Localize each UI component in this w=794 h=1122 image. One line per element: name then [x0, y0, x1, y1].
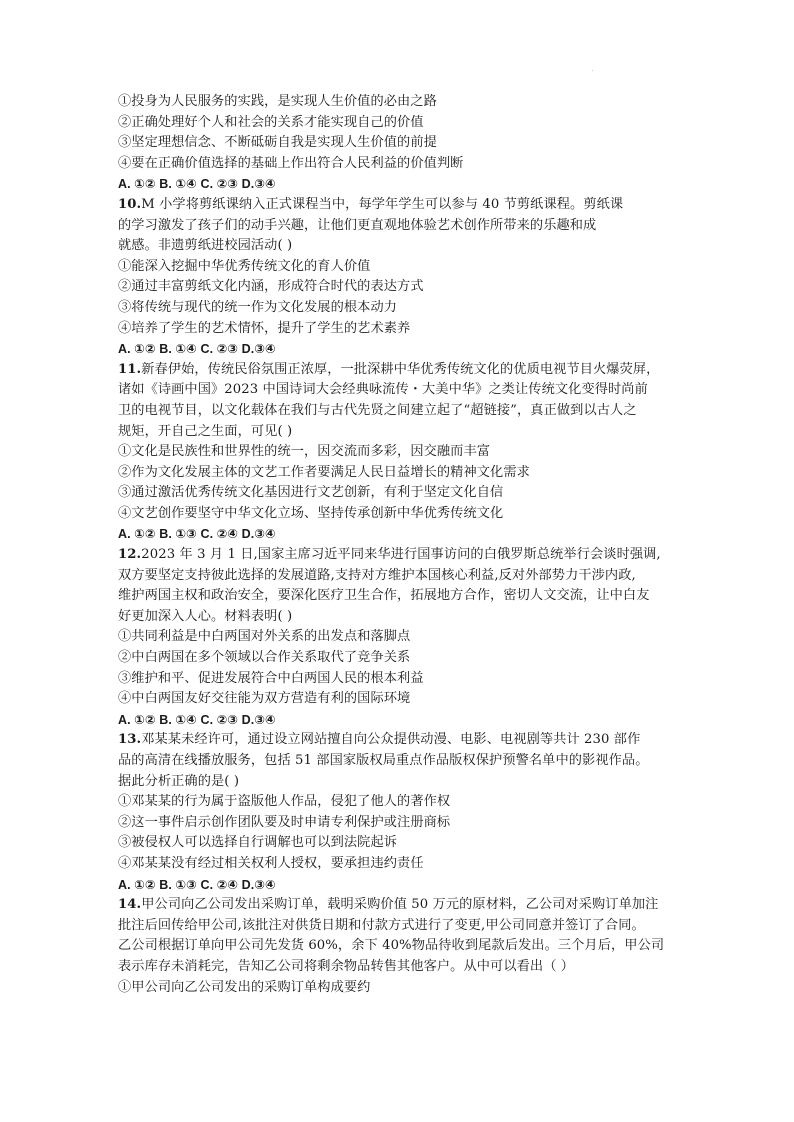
q14-stem-line-4: 表示库存未消耗完，告知乙公司将剩余物品转售其他客户。从中可以看出（ ）	[118, 958, 575, 974]
q12-choice-a: A. ①②	[118, 712, 156, 727]
q12-option-2: ②中白两国在多个领域以合作关系取代了竞争关系	[118, 650, 411, 666]
q9-answer-choices	[118, 174, 688, 195]
q12-stem-line-2: 双方要坚定支持彼此选择的发展道路,支持对方维护本国核心利益,反对外部势力干涉内政,	[118, 567, 636, 583]
q10-stem-text-1: M 小学将剪纸课纳入正式课程当中，每学年学生可以参与 40 节剪纸课程。剪纸课	[141, 196, 624, 212]
q13-stem-line-3: 据此分析正确的是( )	[118, 773, 240, 789]
q11-stem-text-1: 新春伊始，传统民俗氛围正浓厚，一批深耕中华优秀传统文化的优质电视节目火爆荧屏，	[141, 361, 660, 377]
q12-option-1: ①共同利益是中白两国对外关系的出发点和落脚点	[118, 629, 411, 645]
q12-stem-line-3: 维护两国主权和政治安全，要深化医疗卫生合作，拓展地方合作，密切人文交流，让中白友	[118, 588, 650, 604]
q10-number: 10.	[118, 196, 142, 212]
q13-choice-a: A. ①②	[118, 877, 156, 892]
q13-stem-text-1: 邓某某未经许可，通过设立网站擅自向公众提供动漫、电影、电视剧等共计 230 部作	[141, 732, 641, 748]
q13-option-2: ②这一事件启示创作团队要及时申请专利保护或注册商标	[118, 814, 451, 830]
q10-stem-line-3: 就感。非遗剪纸进校园活动( )	[118, 238, 293, 254]
q11-number: 11.	[118, 361, 142, 377]
q14-stem-line-2: 批注后回传给甲公司,该批注对供货日期和付款方式进行了变更,甲公司同意并签订了合同。	[118, 917, 645, 933]
q12-stem-text-1: 2023 年 3 月 1 日,国家主席习近平同来华进行国事访问的白俄罗斯总统举行会谈时强调,	[141, 547, 661, 563]
q13-option-1: ①邓某某的行为属于盗版他人作品，侵犯了他人的著作权	[118, 794, 451, 810]
q9-choice-c: C. ②③	[200, 177, 239, 192]
q11-choice-c: C. ②④	[200, 527, 239, 542]
q11-option-2: ②作为文化发展主体的文艺工作者要满足人民日益增长的精神文化需求	[118, 464, 530, 480]
q13-option-3: ③被侵权人可以选择自行调解也可以到法院起诉	[118, 835, 398, 851]
q10-choice-c: C. ②③	[200, 342, 239, 357]
q10-choice-a: A. ①②	[118, 342, 156, 357]
header-mark: .	[591, 64, 594, 73]
q12-choice-d: D.③④	[241, 712, 276, 727]
q14-number: 14.	[118, 897, 142, 913]
q11-option-3: ③通过激活优秀传统文化基因进行文艺创新，有利于坚定文化自信	[118, 485, 504, 501]
q12-choice-b: B. ①④	[159, 712, 197, 727]
q13-choice-c: C. ②④	[200, 877, 239, 892]
q14-stem-line-1	[118, 895, 688, 916]
q11-stem-line-1	[118, 360, 688, 381]
q11-choice-b: B. ①③	[159, 527, 197, 542]
q13-option-4: ④邓某某没有经过相关权利人授权，要承担违约责任	[118, 855, 424, 871]
q11-stem-line-4: 规矩，开自己之生面，可见( )	[118, 423, 293, 439]
q13-stem-line-2: 品的高清在线播放服务，包括 51 部国家版权局重点作品版权保护预警名单中的影视作品。	[118, 753, 649, 768]
q14-option-1: ①甲公司向乙公司发出的采购订单构成要约	[118, 979, 371, 995]
q14-stem-text-1: 甲公司向乙公司发出采购订单，载明采购价值 50 万元的原材料，乙公司对采购订单加注	[141, 897, 659, 913]
q10-option-2: ②通过丰富剪纸文化内涵，形成符合时代的表达方式	[118, 279, 424, 295]
q13-answer-choices	[118, 875, 688, 896]
q12-option-3: ③维护和平、促进发展符合中白两国人民的根本利益	[118, 670, 424, 686]
q10-stem-line-2: 的学习激发了孩子们的动手兴趣，让他们更直观地体验艺术创作所带来的乐趣和成	[118, 217, 597, 233]
q11-choice-a: A. ①②	[118, 527, 156, 542]
q9-choice-a: A. ①②	[118, 177, 156, 192]
q11-option-4: ④文艺创作要坚守中华文化立场、坚持传承创新中华优秀传统文化	[118, 505, 504, 521]
q11-stem-line-3: 卫的电视节目，以文化载体在我们与古代先贤之间建立起了“超链接”，真正做到以古人之	[118, 402, 637, 418]
q10-option-4: ④培养了学生的艺术情怀，提升了学生的艺术素养	[118, 320, 411, 336]
q12-stem-line-1	[118, 545, 688, 566]
q12-choice-c: C. ②③	[200, 712, 239, 727]
q11-choice-d: D.③④	[241, 527, 276, 542]
q10-option-3: ③将传统与现代的统一作为文化发展的根本动力	[118, 299, 398, 315]
q10-choice-b: B. ①④	[159, 342, 197, 357]
q10-option-1: ①能深入挖掘中华优秀传统文化的育人价值	[118, 258, 371, 274]
q12-number: 12.	[118, 547, 142, 563]
q14-stem-line-3: 乙公司根据订单向甲公司先发货 60%，余下 40%物品待收到尾款后发出。三个月后，甲公司	[118, 938, 665, 954]
q13-choice-b: B. ①③	[159, 877, 197, 892]
q10-stem-line-1	[118, 195, 688, 216]
q13-number: 13.	[118, 732, 142, 748]
q12-answer-choices	[118, 710, 688, 731]
q9-option-1: ①投身为人民服务的实践，是实现人生价值的必由之路	[118, 94, 437, 109]
exam-page	[118, 92, 688, 998]
q11-answer-choices	[118, 524, 688, 545]
q12-option-4: ④中白两国友好交往能为双方营造有利的国际环境	[118, 691, 411, 707]
q10-choice-d: D.③④	[241, 342, 276, 357]
q11-stem-line-2: 诸如《诗画中国》2023 中国诗词大会经典咏流传・大美中华》之类让传统文化变得时尚前	[118, 382, 648, 398]
q9-option-2: ②正确处理好个人和社会的关系才能实现自己的价值	[118, 114, 424, 130]
q12-stem-line-4: 好更加深入人心。材料表明( )	[118, 608, 293, 624]
q13-choice-d: D.③④	[241, 877, 276, 892]
q13-stem-line-1	[118, 730, 688, 751]
q9-choice-d: D.③④	[241, 177, 276, 192]
q9-option-4: ④要在正确价值选择的基础上作出符合人民利益的价值判断	[118, 155, 464, 171]
q10-answer-choices	[118, 339, 688, 360]
q9-option-3: ③坚定理想信念、不断砥砺自我是实现人生价值的前提	[118, 135, 437, 151]
q11-option-1: ①文化是民族性和世界性的统一，因交流而多彩，因交融而丰富	[118, 444, 491, 460]
q9-choice-b: B. ①④	[159, 177, 197, 192]
